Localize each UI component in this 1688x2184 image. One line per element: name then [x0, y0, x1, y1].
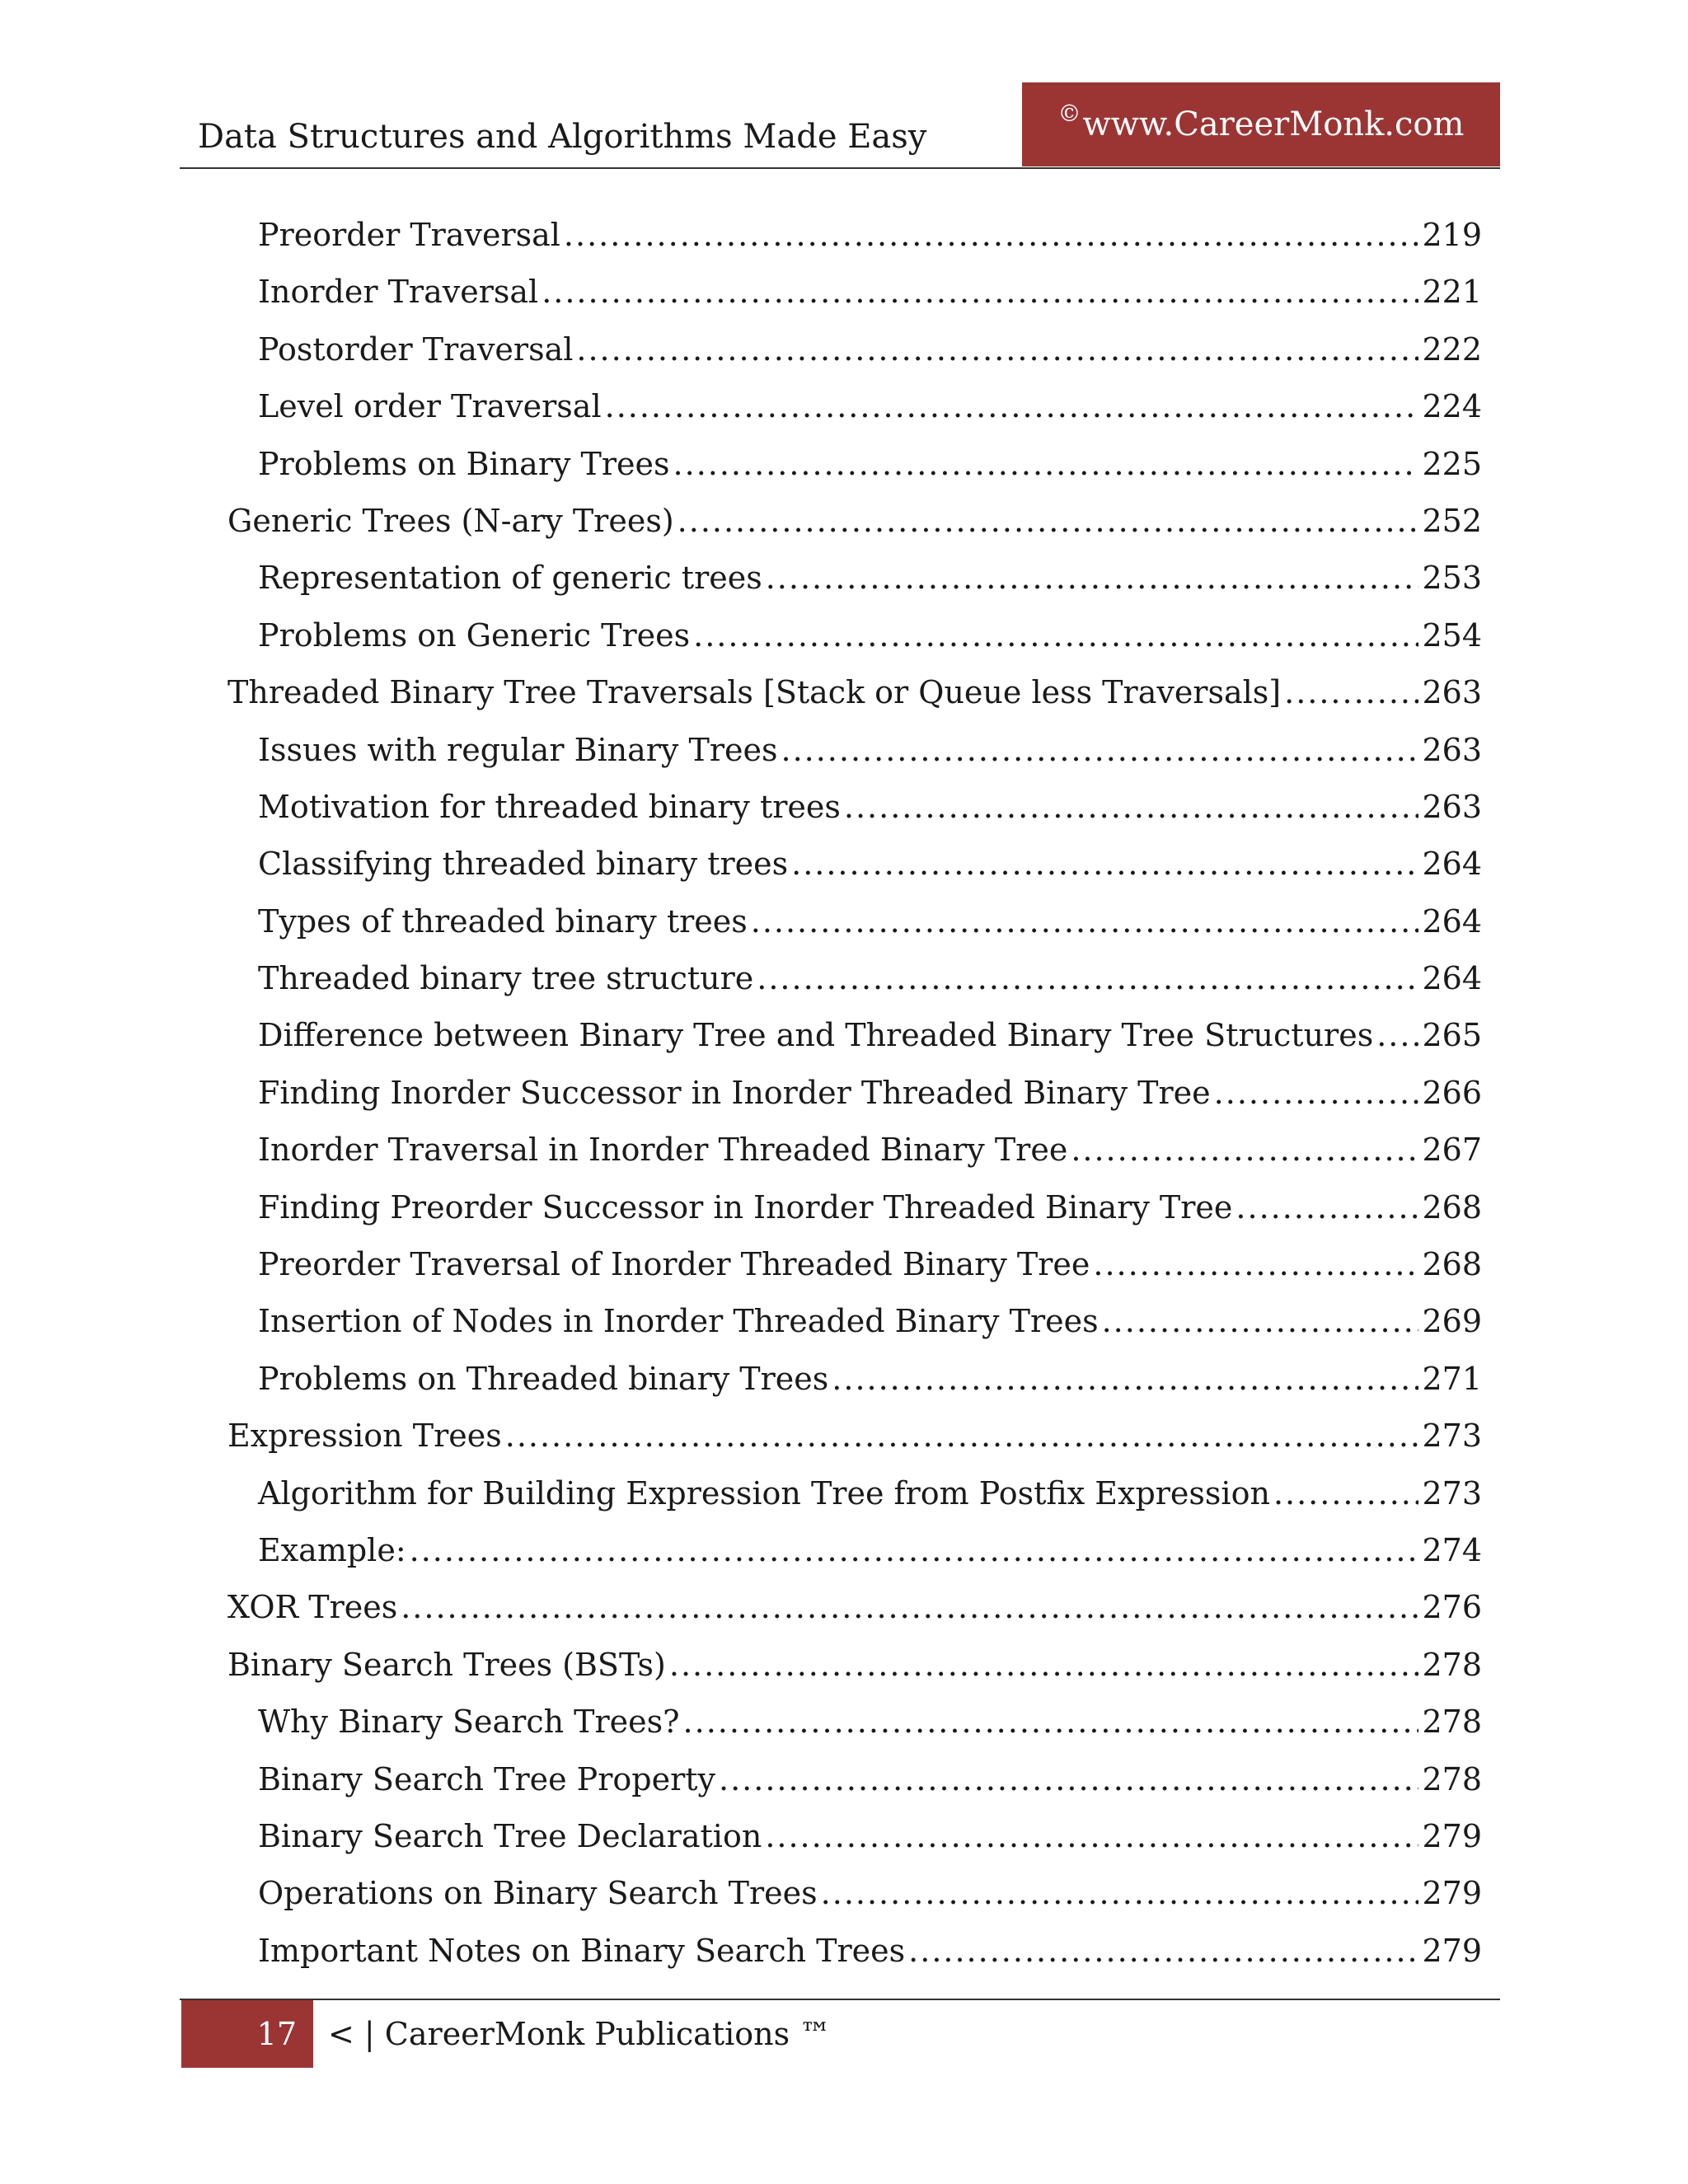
copyright-symbol: © — [1057, 99, 1081, 127]
toc-dot-leader — [757, 954, 1418, 1003]
toc-dot-leader — [844, 782, 1419, 832]
toc-entry[interactable] — [0, 1125, 1688, 1182]
toc-entry-title[interactable]: Postorder Traversal — [258, 330, 574, 368]
toc-entry-title[interactable]: Preorder Traversal — [258, 217, 560, 253]
toc-entry-page[interactable]: 266 — [1422, 1074, 1482, 1111]
toc-entry-page[interactable]: 273 — [1422, 1418, 1482, 1455]
table-of-contents — [0, 210, 1688, 1983]
toc-entry-title[interactable]: Inorder Traversal in Inorder Threaded Binary Tree — [258, 1132, 1068, 1169]
toc-dot-leader — [605, 382, 1419, 431]
toc-entry-page[interactable]: 221 — [1422, 274, 1482, 311]
toc-entry-title[interactable]: Expression Trees — [227, 1418, 502, 1455]
toc-entry[interactable] — [0, 1697, 1688, 1754]
toc-entry[interactable] — [0, 267, 1688, 324]
toc-entry-title[interactable]: Operations on Binary Search Trees — [258, 1875, 818, 1912]
toc-dot-leader — [669, 1640, 1419, 1690]
toc-entry-page[interactable]: 252 — [1422, 502, 1482, 539]
toc-entry[interactable] — [0, 1811, 1688, 1868]
toc-entry-page[interactable]: 264 — [1422, 902, 1482, 940]
toc-entry-title[interactable]: Classifying threaded binary trees — [258, 846, 789, 883]
toc-entry-title[interactable]: Why Binary Search Trees? — [258, 1704, 680, 1741]
toc-entry-title[interactable]: Difference between Binary Tree and Threaded Binary Tree Structures — [258, 1017, 1374, 1054]
toc-entry[interactable] — [0, 1240, 1688, 1296]
toc-dot-leader — [1273, 1469, 1419, 1518]
toc-entry[interactable] — [0, 1354, 1688, 1411]
toc-entry-page[interactable]: 225 — [1422, 445, 1482, 482]
toc-entry-page[interactable]: 276 — [1422, 1589, 1482, 1626]
toc-entry-page[interactable]: 279 — [1422, 1817, 1482, 1854]
toc-entry-page[interactable]: 222 — [1422, 330, 1482, 368]
toc-entry[interactable] — [0, 382, 1688, 438]
toc-entry-title[interactable]: Finding Inorder Successor in Inorder Threaded Binary Tree — [258, 1074, 1211, 1111]
toc-dot-leader — [1093, 1240, 1418, 1289]
toc-entry-page[interactable]: 279 — [1422, 1932, 1482, 1969]
toc-entry-page[interactable]: 263 — [1422, 788, 1482, 825]
website-link[interactable]: www.CareerMonk.com — [1082, 105, 1465, 143]
website-badge[interactable] — [1022, 82, 1500, 166]
toc-entry[interactable] — [0, 782, 1688, 839]
toc-dot-leader — [765, 1811, 1418, 1861]
toc-entry-title[interactable]: Finding Preorder Successor in Inorder Threaded Binary Tree — [258, 1188, 1233, 1226]
toc-entry-title[interactable]: Motivation for threaded binary trees — [258, 788, 841, 825]
publisher-label: < | CareerMonk Publications ™ — [328, 2016, 832, 2052]
toc-dot-leader — [821, 1868, 1419, 1918]
toc-entry[interactable] — [0, 1926, 1688, 1983]
toc-entry[interactable] — [0, 954, 1688, 1010]
header-divider — [180, 167, 1500, 169]
toc-entry-page[interactable]: 219 — [1422, 217, 1482, 253]
toc-dot-leader — [1102, 1296, 1419, 1346]
toc-entry-title[interactable]: Example: — [258, 1531, 406, 1568]
toc-entry-page[interactable]: 267 — [1422, 1132, 1482, 1169]
toc-entry[interactable] — [0, 1755, 1688, 1811]
toc-entry[interactable] — [0, 668, 1688, 724]
toc-entry-page[interactable]: 273 — [1422, 1474, 1482, 1511]
toc-entry-title[interactable]: Binary Search Trees (BSTs) — [227, 1646, 666, 1683]
toc-dot-leader — [1214, 1068, 1419, 1118]
toc-entry-page[interactable]: 274 — [1422, 1531, 1482, 1568]
toc-entry-page[interactable]: 254 — [1422, 616, 1482, 654]
toc-dot-leader — [1376, 1010, 1418, 1060]
toc-entry[interactable] — [0, 897, 1688, 954]
toc-dot-leader — [766, 553, 1419, 602]
toc-dot-leader — [673, 439, 1419, 489]
toc-entry-page[interactable]: 278 — [1422, 1704, 1482, 1741]
toc-entry-title[interactable]: Problems on Binary Trees — [258, 445, 670, 482]
toc-entry-title[interactable]: Binary Search Tree Property — [258, 1760, 715, 1797]
toc-entry-title[interactable]: XOR Trees — [227, 1589, 398, 1626]
toc-dot-leader — [832, 1354, 1418, 1404]
toc-entry-title[interactable]: Problems on Threaded binary Trees — [258, 1360, 829, 1397]
toc-entry[interactable] — [0, 1296, 1688, 1353]
toc-entry-page[interactable]: 268 — [1422, 1188, 1482, 1226]
toc-entry-title[interactable]: Preorder Traversal of Inorder Threaded Binary Tree — [258, 1246, 1090, 1283]
toc-entry-page[interactable]: 253 — [1422, 560, 1482, 597]
toc-dot-leader — [719, 1755, 1418, 1804]
toc-dot-leader — [1071, 1125, 1418, 1174]
toc-entry[interactable] — [0, 1068, 1688, 1125]
toc-entry-page[interactable]: 263 — [1422, 674, 1482, 711]
book-title: Data Structures and Algorithms Made Easy — [198, 118, 927, 156]
toc-entry[interactable] — [0, 1582, 1688, 1639]
toc-entry-page[interactable]: 263 — [1422, 731, 1482, 768]
toc-dot-leader — [505, 1411, 1419, 1460]
toc-dot-leader — [751, 897, 1419, 946]
toc-dot-leader — [678, 496, 1419, 546]
toc-entry-page[interactable]: 279 — [1422, 1875, 1482, 1912]
toc-entry[interactable] — [0, 839, 1688, 896]
toc-entry-page[interactable]: 265 — [1422, 1017, 1482, 1054]
footer-divider — [180, 1999, 1500, 2000]
toc-dot-leader — [781, 725, 1418, 775]
toc-dot-leader — [693, 611, 1418, 660]
toc-entry-title[interactable]: Representation of generic trees — [258, 560, 762, 597]
page-number-badge — [181, 2000, 313, 2068]
toc-dot-leader — [410, 1526, 1419, 1575]
toc-entry-title[interactable]: Types of threaded binary trees — [258, 902, 748, 940]
toc-dot-leader — [401, 1582, 1418, 1632]
toc-entry-title[interactable]: Inorder Traversal — [258, 274, 539, 311]
toc-entry[interactable] — [0, 725, 1688, 782]
toc-dot-leader — [683, 1697, 1419, 1746]
toc-entry-page[interactable]: 269 — [1422, 1303, 1482, 1340]
toc-entry-page[interactable]: 264 — [1422, 960, 1482, 997]
toc-entry[interactable] — [0, 611, 1688, 668]
toc-entry-page[interactable]: 224 — [1422, 388, 1482, 425]
toc-entry-title[interactable]: Threaded binary tree structure — [258, 960, 754, 997]
toc-entry[interactable] — [0, 1411, 1688, 1468]
toc-entry[interactable] — [0, 1868, 1688, 1925]
toc-entry-title[interactable]: Insertion of Nodes in Inorder Threaded Binary Trees — [258, 1303, 1099, 1340]
toc-entry-page[interactable]: 278 — [1422, 1760, 1482, 1797]
toc-dot-leader — [1236, 1183, 1418, 1232]
toc-entry-title[interactable]: Binary Search Tree Declaration — [258, 1817, 762, 1854]
toc-entry[interactable] — [0, 1640, 1688, 1697]
toc-dot-leader — [576, 325, 1418, 374]
toc-entry-title[interactable]: Level order Traversal — [258, 388, 602, 425]
toc-entry-title[interactable]: Problems on Generic Trees — [258, 616, 691, 654]
toc-entry[interactable] — [0, 1183, 1688, 1240]
toc-entry-title[interactable]: Issues with regular Binary Trees — [258, 731, 778, 768]
toc-entry[interactable] — [0, 325, 1688, 382]
toc-entry-title[interactable]: Important Notes on Binary Search Trees — [258, 1932, 906, 1969]
toc-dot-leader — [564, 210, 1419, 260]
toc-entry[interactable] — [0, 1526, 1688, 1582]
toc-dot-leader — [1284, 668, 1418, 717]
toc-dot-leader — [791, 839, 1418, 888]
toc-dot-leader — [908, 1926, 1418, 1975]
toc-entry[interactable] — [0, 1010, 1688, 1067]
toc-entry[interactable] — [0, 210, 1688, 267]
toc-entry[interactable] — [0, 439, 1688, 496]
toc-entry-page[interactable]: 264 — [1422, 846, 1482, 883]
toc-entry-title[interactable]: Generic Trees (N-ary Trees) — [227, 502, 674, 539]
toc-entry-title[interactable]: Threaded Binary Tree Traversals [Stack or Queue less Traversals] — [227, 674, 1282, 711]
toc-entry-page[interactable]: 278 — [1422, 1646, 1482, 1683]
toc-entry[interactable] — [0, 1469, 1688, 1526]
page-number: 17 — [256, 2016, 297, 2052]
toc-entry[interactable] — [0, 496, 1688, 553]
toc-entry-page[interactable]: 268 — [1422, 1246, 1482, 1283]
toc-entry-title[interactable]: Algorithm for Building Expression Tree from Postfix Expression — [258, 1474, 1270, 1511]
toc-entry-page[interactable]: 271 — [1422, 1360, 1482, 1397]
toc-entry[interactable] — [0, 553, 1688, 610]
toc-dot-leader — [542, 267, 1418, 316]
